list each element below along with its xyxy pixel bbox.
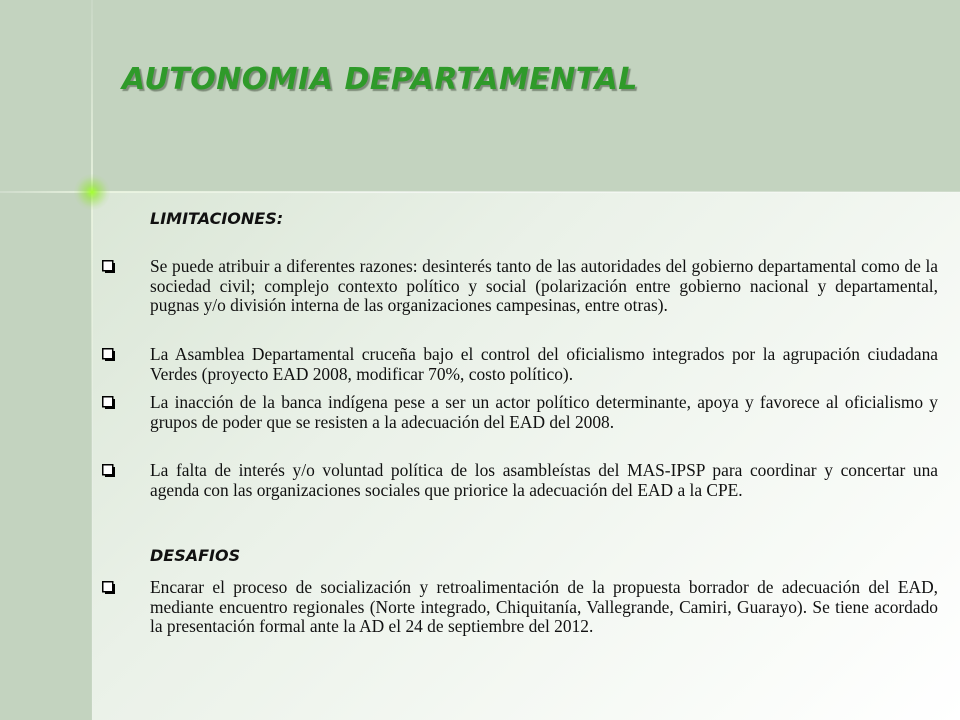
list-item: [102, 393, 938, 432]
limitacion-text-3: La inacción de la banca indígena pese a ser un actor político determinante, apoya y favorece al oficialismo y grupos de poder que se resisten a la adecuación del EAD del 2008.: [150, 392, 938, 432]
checkbox-bullet-icon: [102, 579, 116, 595]
slide-title: AUTONOMIA DEPARTAMENTAL: [122, 62, 638, 97]
checkbox-bullet-icon: [102, 462, 116, 478]
limitacion-text-1: Se puede atribuir a diferentes razones: desinterés tanto de las autoridades del gobierno departamental como de la sociedad civil; complejo contexto político y social (polarización entre gobierno nacional y departamental, pugnas y/o división interna de las organizaciones campesinas, entre otras).: [150, 256, 938, 315]
checkbox-bullet-icon: [102, 394, 116, 410]
list-item: [102, 257, 938, 316]
limitacion-text-2: La Asamblea Departamental cruceña bajo el control del oficialismo integrados por la agrupación ciudadana Verdes (proyecto EAD 2008, modificar 70%, costo político).: [150, 344, 938, 384]
checkbox-bullet-icon: [102, 346, 116, 362]
desafios-heading: DESAFIOS: [150, 546, 241, 565]
list-item: [102, 578, 938, 637]
list-item: [102, 345, 938, 384]
list-item: [102, 461, 938, 500]
limitaciones-heading: LIMITACIONES:: [150, 209, 284, 228]
limitacion-text-4: La falta de interés y/o voluntad política de los asambleístas del MAS-IPSP para coordinar y concertar una agenda con las organizaciones sociales que priorice la adecuación del EAD a la CPE.: [150, 460, 938, 500]
horizontal-divider-line: [0, 191, 960, 193]
desafio-text-1: Encarar el proceso de socialización y retroalimentación de la propuesta borrador de adecuación del EAD, mediante encuentro regionales (Norte integrado, Chiquitanía, Vallegrande, Camiri, Guarayo). Se tiene acordado la presentación formal ante la AD el 24 de septiembre del 2012.: [150, 577, 938, 636]
vertical-divider-line: [91, 0, 93, 720]
checkbox-bullet-icon: [102, 258, 116, 274]
sparkle-star-icon: [74, 174, 110, 210]
